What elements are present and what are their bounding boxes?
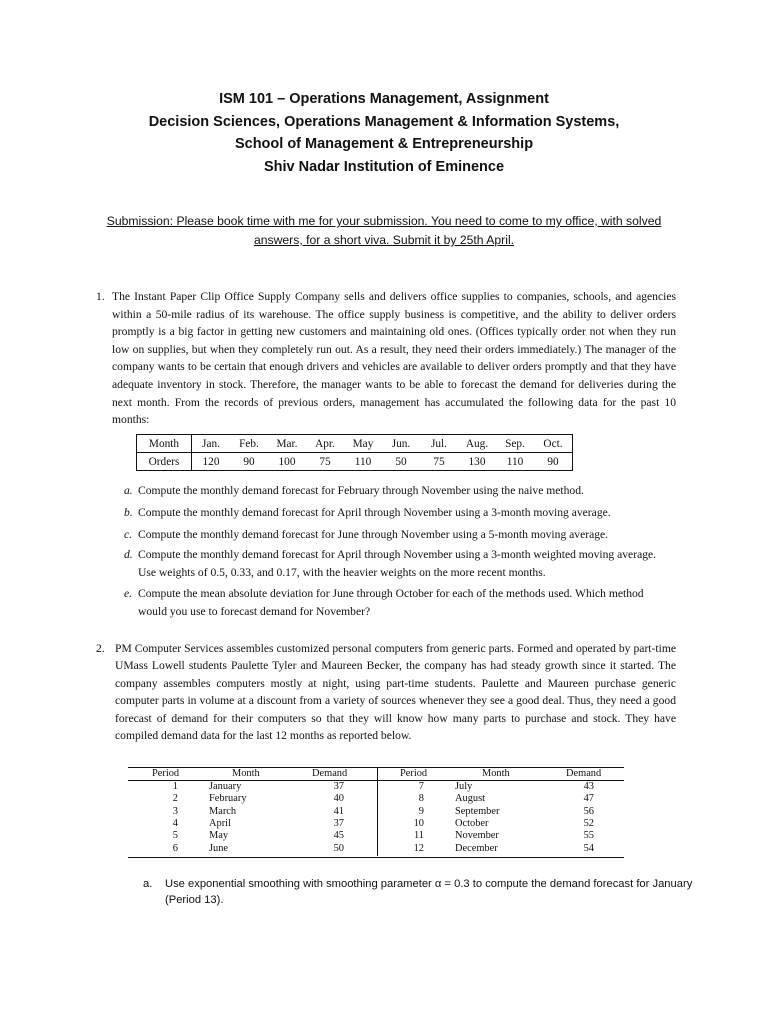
orders-cell: 90 (534, 453, 573, 471)
table-row-header: Orders (137, 453, 192, 471)
part-text: Use exponential smoothing with smoothing parameter α = 0.3 to compute the demand forecast for January (Period 13). (165, 878, 693, 906)
institution-line: Shiv Nadar Institution of Eminence (263, 158, 505, 175)
month-cell: August (455, 793, 486, 805)
orders-cell: 75 (306, 453, 344, 471)
demand-cell: 45 (333, 830, 344, 842)
demand-cell: 43 (583, 781, 594, 792)
part-label: a. (143, 878, 153, 890)
month-cell: October (455, 817, 489, 829)
month-cell: Apr. (306, 435, 344, 453)
document-header (0, 88, 768, 178)
orders-cell: 100 (268, 453, 306, 471)
month-cell: September (455, 805, 500, 817)
orders-table (136, 434, 573, 471)
month-cell: Feb. (230, 435, 268, 453)
month-cell: Oct. (534, 435, 573, 453)
part-text: Compute the mean absolute deviation for June through October for each of the methods used. Which method would you use to forecast demand for November? (138, 587, 644, 618)
demand-cell: 52 (583, 817, 594, 829)
month-row (137, 435, 573, 453)
month-cell: Jan. (192, 435, 231, 453)
month-cell: February (209, 793, 247, 805)
table-row-header: Month (137, 435, 192, 453)
month-cell: Mar. (268, 435, 306, 453)
demand-cell: 50 (333, 842, 344, 854)
orders-cell: 110 (344, 453, 382, 471)
part-label: b. (124, 506, 133, 519)
column-header: Month (232, 768, 260, 779)
question-2-part-a (143, 876, 703, 908)
school-line: School of Management & Entrepreneurship (234, 136, 534, 152)
column-header: Demand (312, 768, 348, 779)
demand-cell: 47 (583, 793, 594, 805)
question-1 (96, 288, 676, 429)
period-cell: 5 (172, 830, 178, 842)
part-text: Compute the monthly demand forecast for April through November using a 3-month moving average. (138, 506, 611, 519)
part-label: e. (124, 587, 133, 600)
month-cell: March (209, 805, 237, 817)
orders-cell: 110 (496, 453, 534, 471)
demand-cell: 37 (333, 781, 344, 792)
period-cell: 10 (413, 817, 424, 829)
question-number: 2. (96, 642, 105, 655)
demand-table (128, 767, 624, 858)
orders-cell: 90 (230, 453, 268, 471)
table-row (128, 806, 376, 818)
demand-cell: 41 (333, 805, 344, 817)
month-cell: Sep. (496, 435, 534, 453)
table-row (378, 793, 626, 805)
question-2-text: PM Computer Services assembles customized personal computers from generic parts. Formed and operated by part-time UMass Lowell students Paulette Tyler and Maureen Becker, the company has had steady growth since it started. The company assembles computers mostly at night, using part-time students. Paulette and Maureen purchase generic computer parts in volume at a discount from a variety of sources whenever they see a good deal. Thus, they need a good forecast of demand for their computers so that they will know how many parts to purchase and stock. They have compiled demand data for the last 12 months as reported below. (115, 642, 676, 743)
question-1-part-a (124, 482, 674, 500)
period-cell: 12 (413, 842, 424, 854)
table-row (128, 818, 376, 830)
question-1-part-c (124, 526, 674, 544)
part-label: d. (124, 548, 133, 561)
month-cell: May (344, 435, 382, 453)
month-cell: May (209, 830, 229, 842)
period-cell: 7 (418, 781, 424, 792)
part-label: c. (124, 528, 133, 541)
demand-cell: 54 (583, 842, 594, 854)
demand-cell: 37 (333, 817, 344, 829)
table-row (378, 781, 626, 793)
column-header: Period (152, 768, 180, 779)
period-cell: 9 (418, 805, 424, 817)
period-cell: 8 (418, 793, 424, 805)
part-text: Compute the monthly demand forecast for April through November using a 3-month weighted moving average. Use weights of 0.5, 0.33, and 0.17, with the heavier weights on the more recent months. (138, 548, 657, 579)
month-cell: Aug. (458, 435, 496, 453)
orders-cell: 130 (458, 453, 496, 471)
submission-note: Submission: Please book time with me for your submission. You need to come to my office, with solved answers, for a short viva. Submit it by 25th April. (106, 214, 662, 247)
table-row (378, 843, 626, 855)
period-cell: 6 (172, 842, 178, 854)
column-header: Month (482, 768, 510, 779)
question-1-part-b (124, 504, 674, 522)
table-row (128, 843, 376, 855)
month-cell: June (209, 842, 229, 854)
demand-cell: 40 (333, 793, 344, 805)
part-text: Compute the monthly demand forecast for February through November using the naive method. (138, 484, 584, 497)
table-row (378, 806, 626, 818)
question-1-part-d (124, 546, 674, 581)
month-cell: December (455, 842, 498, 854)
month-cell: July (455, 781, 473, 792)
question-number: 1. (96, 290, 105, 303)
table-row (378, 818, 626, 830)
period-cell: 2 (172, 793, 178, 805)
part-label: a. (124, 484, 133, 497)
part-text: Compute the monthly demand forecast for June through November using a 5-month moving average. (138, 528, 609, 541)
period-cell: 3 (172, 805, 178, 817)
table-row (378, 830, 626, 842)
question-2 (96, 640, 676, 744)
month-cell: April (209, 817, 231, 829)
demand-cell: 56 (583, 805, 594, 817)
table-row (128, 830, 376, 842)
demand-cell: 55 (583, 830, 594, 842)
orders-cell: 120 (192, 453, 231, 471)
department-line: Decision Sciences, Operations Management & Information Systems, (148, 113, 620, 130)
orders-cell: 50 (382, 453, 420, 471)
month-cell: Jul. (420, 435, 458, 453)
month-cell: Jun. (382, 435, 420, 453)
column-header: Period (400, 768, 428, 779)
question-1-text: The Instant Paper Clip Office Supply Company sells and delivers office supplies to companies, schools, and agencies within a 50-mile radius of its warehouse. The office supply business is competitive, and the ability to deliver orders promptly is a big factor in getting new customers and maintaining old ones. (Offices typically order not when they run low on supplies, but when they completely run out. As a result, they need their orders immediately.) The manager of the company wants to be certain that enough drivers and vehicles are available to deliver orders promptly and that they have adequate inventory in stock. Therefore, the manager wants to be able to forecast the demand for deliveries during the next month. From the records of previous orders, management has accumulated the following data for the past 10 months: (112, 290, 676, 427)
period-cell: 4 (172, 817, 178, 829)
column-header: Demand (566, 768, 602, 779)
period-cell: 1 (172, 781, 178, 792)
table-row (128, 781, 376, 793)
orders-row (137, 453, 573, 471)
question-1-part-e (124, 585, 674, 620)
table-header-row (378, 768, 626, 780)
table-header-row (128, 768, 376, 780)
period-cell: 11 (413, 830, 424, 842)
table-row (128, 793, 376, 805)
month-cell: November (455, 830, 499, 842)
month-cell: January (209, 781, 242, 792)
course-title: ISM 101 – Operations Management, Assignment (219, 91, 549, 107)
orders-cell: 75 (420, 453, 458, 471)
